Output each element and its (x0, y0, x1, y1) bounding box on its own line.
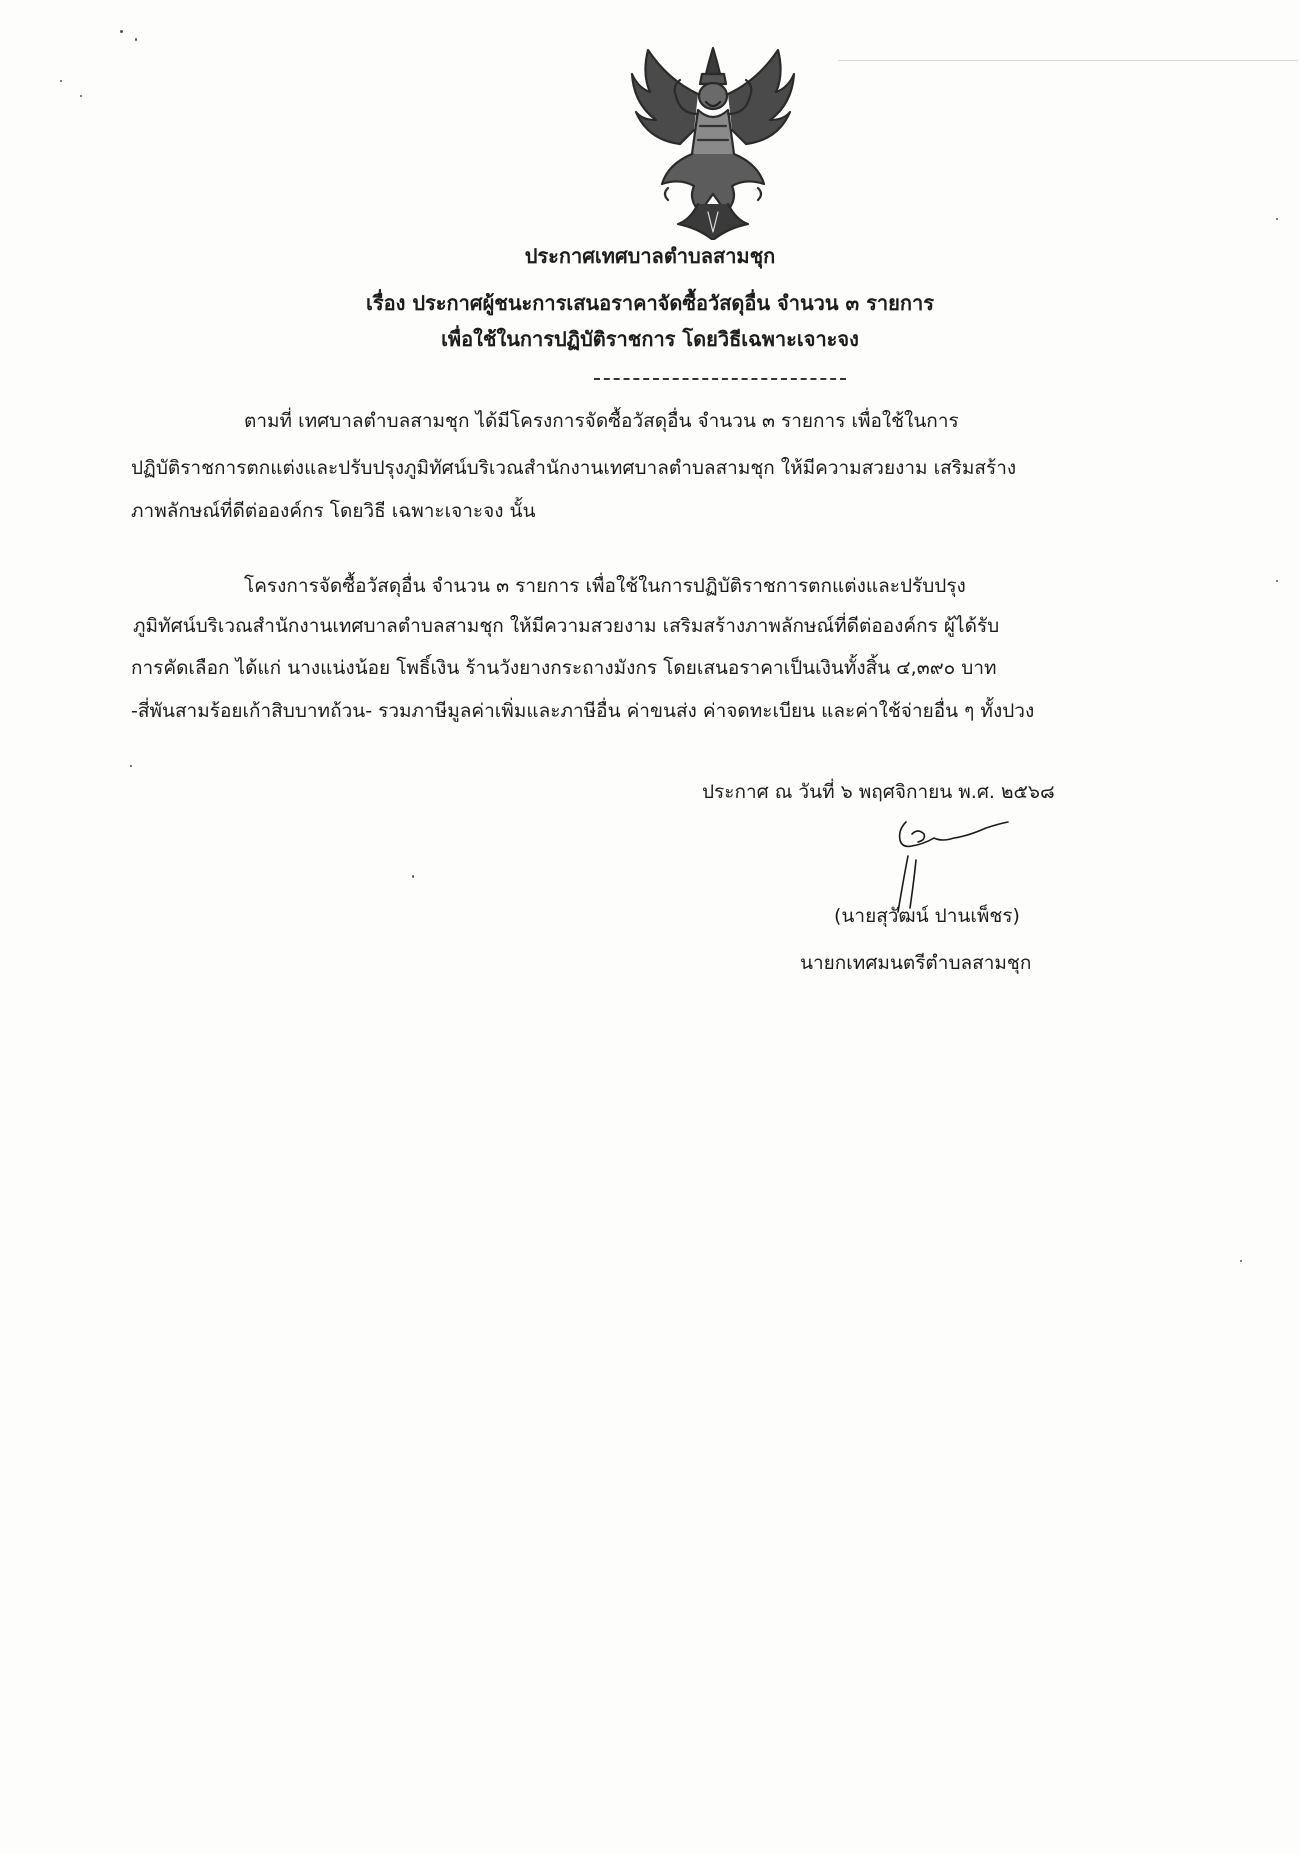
paragraph-2-line: -สี่พันสามร้อยเก้าสิบบาทถ้วน- รวมภาษีมูลค่าเพิ่มและภาษีอื่น ค่าขนส่ง ค่าจดทะเบียน และค่าใช้จ่ายอื่น ๆ ทั้งปวง (131, 700, 1035, 722)
announcement-subject: เรื่อง ประกาศผู้ชนะการเสนอราคาจัดซื้อวัสดุอื่น จำนวน ๓ รายการ (366, 291, 934, 315)
handwritten-signature (868, 816, 1018, 916)
title-separator (594, 378, 846, 380)
scan-edge-line (838, 60, 1298, 61)
signatory-position: นายกเทศมนตรีตำบลสามชุก (800, 952, 1032, 974)
paragraph-1-line: ปฏิบัติราชการตกแต่งและปรับปรุงภูมิทัศน์บริเวณสำนักงานเทศบาลตำบลสามชุก ให้มีความสวยงาม เสริมสร้าง (131, 457, 1017, 479)
announcement-date: ประกาศ ณ วันที่ ๖ พฤศจิกายน พ.ศ. ๒๕๖๘ (702, 781, 1055, 803)
paragraph-2-line: ภูมิทัศน์บริเวณสำนักงานเทศบาลตำบลสามชุก ให้มีความสวยงาม เสริมสร้างภาพลักษณ์ที่ดีต่อองค์กร ผู้ได้รับ (133, 615, 1000, 637)
paragraph-2-line: การคัดเลือก ได้แก่ นางแน่งน้อย โพธิ์เงิน ร้านวังยางกระถางมังกร โดยเสนอราคาเป็นเงินทั้งสิ้น ๔,๓๙๐ บาท (131, 657, 997, 679)
announcement-subject-continued: เพื่อใช้ในการปฏิบัติราชการ โดยวิธีเฉพาะเจาะจง (441, 327, 859, 351)
signatory-name: (นายสุวัฒน์ ปานเพ็ชร) (834, 905, 1020, 927)
paragraph-1-line: ตามที่ เทศบาลตำบลสามชุก ได้มีโครงการจัดซื้อวัสดุอื่น จำนวน ๓ รายการ เพื่อใช้ในการ (244, 410, 959, 432)
garuda-emblem-icon (628, 44, 798, 240)
announcement-title: ประกาศเทศบาลตำบลสามชุก (524, 244, 776, 268)
paragraph-2-line: โครงการจัดซื้อวัสดุอื่น จำนวน ๓ รายการ เพื่อใช้ในการปฏิบัติราชการตกแต่งและปรับปรุง (244, 575, 966, 597)
paragraph-1-line: ภาพลักษณ์ที่ดีต่อองค์กร โดยวิธี เฉพาะเจาะจง นั้น (131, 500, 536, 522)
